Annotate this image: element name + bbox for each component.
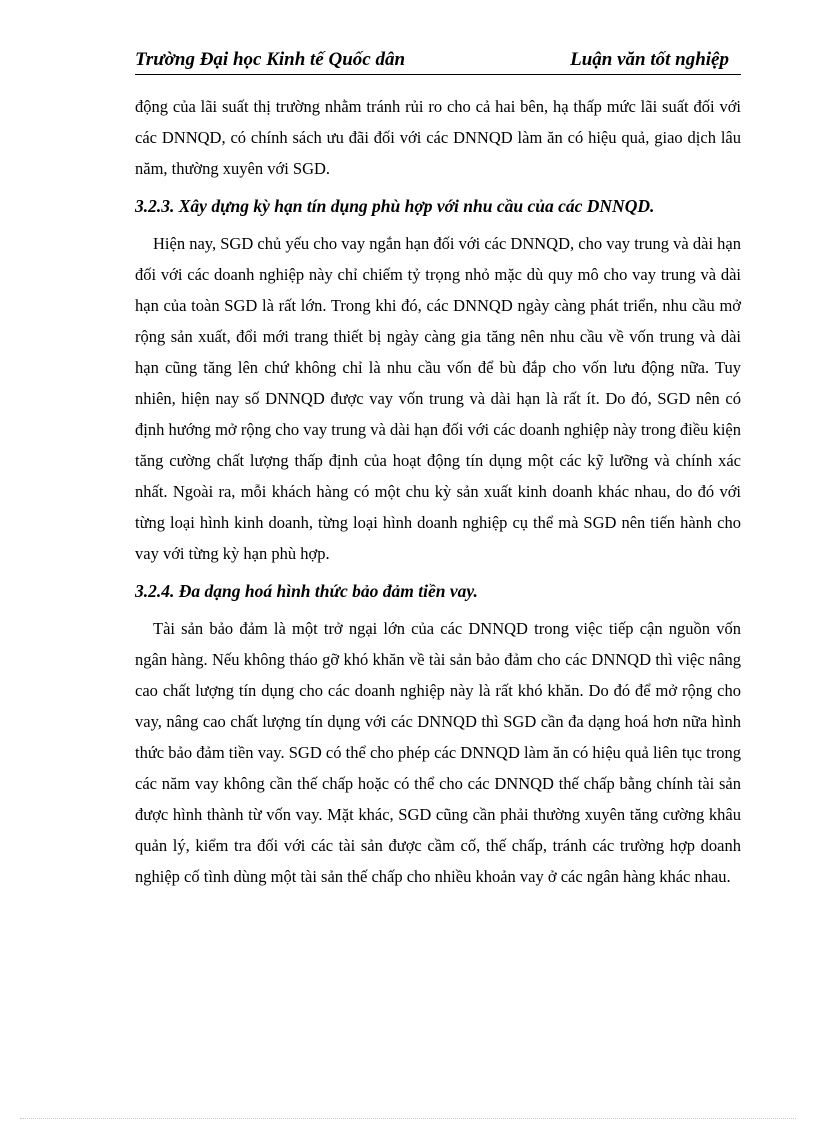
header-university: Trường Đại học Kinh tế Quốc dân [135,49,406,70]
document-body [135,91,741,892]
section-heading-3-2-4: 3.2.4. Đa dạng hoá hình thức bảo đảm tiền vay. [135,581,478,601]
paragraph-collateral: Tài sản bảo đảm là một trở ngại lớn của các DNNQD trong việc tiếp cận nguồn vốn ngân hàng. Nếu không tháo gỡ khó khăn về tài sản bảo đảm cho các DNNQD thì việc nâng cao chất lượng tín dụng cho các doanh nghiệp này là rất khó khăn. Do đó để mở rộng cho vay, nâng cao chất lượng tín dụng với các DNNQD thì SGD cần đa dạng hoá hơn nữa hình thức bảo đảm tiền vay. SGD có thể cho phép các DNNQD làm ăn có hiệu quả liên tục trong các năm vay không cần thế chấp hoặc có thể cho các DNNQD thế chấp bằng chính tài sản được hình thành từ vốn vay. Mặt khác, SGD cũng cần phải thường xuyên tăng cường khâu quản lý, kiểm tra đối với các tài sản được cầm cố, thế chấp, tránh các trường hợp doanh nghiệp cố tình dùng một tài sản thế chấp cho nhiều khoản vay ở các ngân hàng khác nhau. [135,619,741,886]
paragraph-credit-term: Hiện nay, SGD chủ yếu cho vay ngắn hạn đối với các DNNQD, cho vay trung và dài hạn đối với các doanh nghiệp này chỉ chiếm tỷ trọng nhỏ mặc dù quy mô cho vay trung và dài hạn của toàn SGD là rất lớn. Trong khi đó, các DNNQD ngày càng phát triển, nhu cầu mở rộng sản xuất, đổi mới trang thiết bị ngày càng gia tăng nên nhu cầu về vốn trung và dài hạn cũng tăng lên chứ không chỉ là nhu cầu vốn để bù đắp cho vốn lưu động nữa. Tuy nhiên, hiện nay số DNNQD được vay vốn trung và dài hạn là rất ít. Do đó, SGD nên có định hướng mở rộng cho vay trung và dài hạn đối với các doanh nghiệp này trong điều kiện tăng cường chất lượng thấp định của hoạt động tín dụng một các kỹ lưỡng và chính xác nhất. Ngoài ra, mỗi khách hàng có một chu kỳ sản xuất kinh doanh khác nhau, do đó với từng loại hình kinh doanh, từng loại hình doanh nghiệp cụ thể mà SGD nên tiến hành cho vay với từng kỳ hạn phù hợp. [135,234,741,563]
paragraph-interest-rate: động của lãi suất thị trường nhằm tránh rủi ro cho cả hai bên, hạ thấp mức lãi suất đối với các DNNQD, có chính sách ưu đãi đối với các DNNQD làm ăn có hiệu quả, giao dịch lâu năm, thường xuyên với SGD. [135,97,741,178]
page-header [135,48,741,75]
section-heading-3-2-3: 3.2.3. Xây dựng kỳ hạn tín dụng phù hợp với nhu cầu của các DNNQD. [135,196,655,216]
page-bottom-divider [20,1118,796,1119]
header-thesis-label: Luận văn tốt nghiệp [570,49,729,70]
